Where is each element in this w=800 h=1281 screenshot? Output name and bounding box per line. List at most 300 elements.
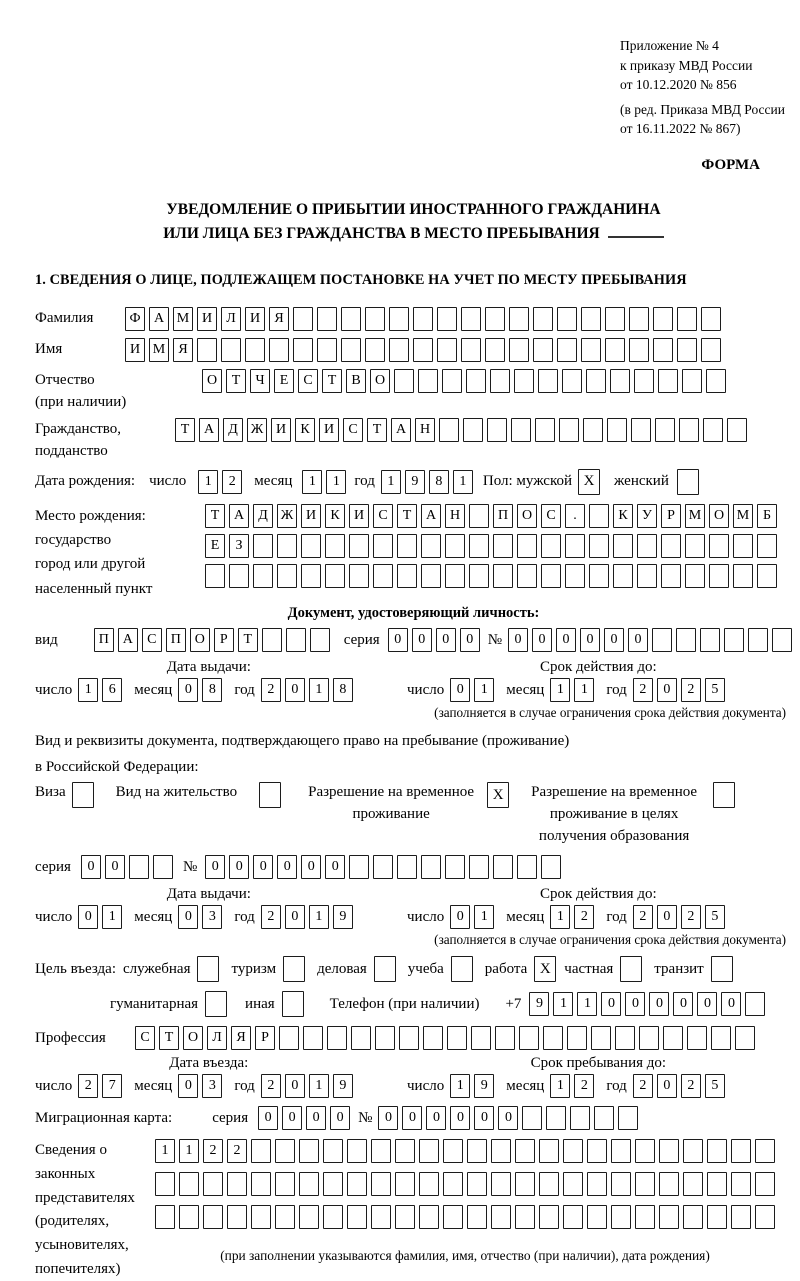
char-box[interactable]: 9	[529, 992, 549, 1016]
char-box[interactable]	[443, 1172, 463, 1196]
char-box[interactable]	[299, 1139, 319, 1163]
char-box[interactable]: Я	[269, 307, 289, 331]
char-box[interactable]: Ф	[125, 307, 145, 331]
char-box[interactable]	[203, 1205, 223, 1229]
char-box[interactable]	[275, 1172, 295, 1196]
char-box[interactable]: Д	[253, 504, 273, 528]
char-box[interactable]	[375, 1026, 395, 1050]
char-box[interactable]: 9	[405, 470, 425, 494]
char-box[interactable]: 2	[633, 905, 653, 929]
char-box[interactable]	[493, 534, 513, 558]
char-box[interactable]: 0	[649, 992, 669, 1016]
char-box[interactable]: X	[534, 956, 556, 982]
char-box[interactable]	[713, 782, 735, 808]
char-box[interactable]	[310, 628, 330, 652]
char-box[interactable]	[299, 1205, 319, 1229]
char-box[interactable]: П	[94, 628, 114, 652]
char-box[interactable]	[325, 564, 345, 588]
char-box[interactable]	[629, 307, 649, 331]
char-box[interactable]: И	[245, 307, 265, 331]
char-box[interactable]	[466, 369, 486, 393]
char-box[interactable]	[397, 855, 417, 879]
char-box[interactable]: 0	[388, 628, 408, 652]
char-box[interactable]	[605, 338, 625, 362]
char-box[interactable]	[709, 534, 729, 558]
char-box[interactable]: 2	[78, 1074, 98, 1098]
char-box[interactable]	[467, 1205, 487, 1229]
char-box[interactable]: Т	[322, 369, 342, 393]
char-box[interactable]	[245, 338, 265, 362]
char-box[interactable]	[711, 956, 733, 982]
char-box[interactable]: П	[493, 504, 513, 528]
char-box[interactable]	[683, 1172, 703, 1196]
char-box[interactable]	[153, 855, 173, 879]
char-box[interactable]: 1	[309, 1074, 329, 1098]
char-box[interactable]: 0	[285, 678, 305, 702]
char-box[interactable]	[293, 338, 313, 362]
char-box[interactable]	[589, 504, 609, 528]
char-box[interactable]	[687, 1026, 707, 1050]
char-box[interactable]: 7	[102, 1074, 122, 1098]
char-box[interactable]	[317, 307, 337, 331]
char-box[interactable]	[467, 1139, 487, 1163]
char-box[interactable]: О	[190, 628, 210, 652]
char-box[interactable]	[587, 1205, 607, 1229]
char-box[interactable]: А	[149, 307, 169, 331]
char-box[interactable]	[421, 564, 441, 588]
char-box[interactable]	[442, 369, 462, 393]
char-box[interactable]	[395, 1205, 415, 1229]
char-box[interactable]: 1	[302, 470, 322, 494]
char-box[interactable]: 0	[306, 1106, 326, 1130]
char-box[interactable]	[413, 307, 433, 331]
char-box[interactable]: С	[343, 418, 363, 442]
char-box[interactable]	[679, 418, 699, 442]
char-box[interactable]: 0	[282, 1106, 302, 1130]
char-box[interactable]: 1	[102, 905, 122, 929]
char-box[interactable]	[594, 1106, 614, 1130]
char-box[interactable]	[583, 418, 603, 442]
char-box[interactable]	[639, 1026, 659, 1050]
char-box[interactable]	[227, 1205, 247, 1229]
char-box[interactable]: 0	[105, 855, 125, 879]
char-box[interactable]: 9	[333, 905, 353, 929]
char-box[interactable]: X	[487, 782, 509, 808]
char-box[interactable]: О	[202, 369, 222, 393]
char-box[interactable]: 0	[253, 855, 273, 879]
char-box[interactable]	[682, 369, 702, 393]
char-box[interactable]	[445, 564, 465, 588]
char-box[interactable]: .	[565, 504, 585, 528]
char-box[interactable]	[286, 628, 306, 652]
char-box[interactable]: М	[685, 504, 705, 528]
char-box[interactable]	[517, 534, 537, 558]
char-box[interactable]	[539, 1205, 559, 1229]
char-box[interactable]	[205, 991, 227, 1017]
char-box[interactable]: 2	[261, 1074, 281, 1098]
char-box[interactable]: М	[733, 504, 753, 528]
char-box[interactable]	[397, 564, 417, 588]
char-box[interactable]	[493, 855, 513, 879]
char-box[interactable]	[327, 1026, 347, 1050]
char-box[interactable]	[707, 1205, 727, 1229]
char-box[interactable]	[733, 534, 753, 558]
char-box[interactable]: И	[271, 418, 291, 442]
char-box[interactable]: 0	[285, 905, 305, 929]
char-box[interactable]	[197, 956, 219, 982]
char-box[interactable]: 5	[705, 905, 725, 929]
char-box[interactable]	[663, 1026, 683, 1050]
char-box[interactable]	[371, 1172, 391, 1196]
char-box[interactable]	[277, 564, 297, 588]
char-box[interactable]: 2	[681, 678, 701, 702]
char-box[interactable]: 0	[474, 1106, 494, 1130]
char-box[interactable]: М	[149, 338, 169, 362]
char-box[interactable]: 2	[574, 905, 594, 929]
char-box[interactable]	[772, 628, 792, 652]
char-box[interactable]	[303, 1026, 323, 1050]
char-box[interactable]	[515, 1172, 535, 1196]
char-box[interactable]: И	[125, 338, 145, 362]
char-box[interactable]	[397, 534, 417, 558]
char-box[interactable]	[463, 418, 483, 442]
char-box[interactable]	[539, 1139, 559, 1163]
char-box[interactable]: 0	[178, 1074, 198, 1098]
char-box[interactable]	[677, 469, 699, 495]
char-box[interactable]	[541, 534, 561, 558]
char-box[interactable]	[586, 369, 606, 393]
char-box[interactable]: 0	[625, 992, 645, 1016]
char-box[interactable]	[323, 1172, 343, 1196]
char-box[interactable]	[629, 338, 649, 362]
char-box[interactable]	[371, 1139, 391, 1163]
char-box[interactable]: 0	[657, 1074, 677, 1098]
char-box[interactable]: 2	[261, 905, 281, 929]
char-box[interactable]	[445, 855, 465, 879]
char-box[interactable]	[445, 534, 465, 558]
char-box[interactable]	[677, 307, 697, 331]
char-box[interactable]	[706, 369, 726, 393]
char-box[interactable]	[279, 1026, 299, 1050]
char-box[interactable]	[447, 1026, 467, 1050]
char-box[interactable]	[485, 338, 505, 362]
char-box[interactable]: 1	[550, 678, 570, 702]
char-box[interactable]	[437, 338, 457, 362]
char-box[interactable]: Ж	[247, 418, 267, 442]
char-box[interactable]	[373, 534, 393, 558]
char-box[interactable]: 0	[378, 1106, 398, 1130]
char-box[interactable]: 0	[402, 1106, 422, 1130]
char-box[interactable]: 1	[577, 992, 597, 1016]
char-box[interactable]: 0	[285, 1074, 305, 1098]
char-box[interactable]: 1	[453, 470, 473, 494]
char-box[interactable]	[251, 1139, 271, 1163]
char-box[interactable]	[659, 1205, 679, 1229]
char-box[interactable]	[389, 338, 409, 362]
char-box[interactable]: 2	[222, 470, 242, 494]
char-box[interactable]	[251, 1172, 271, 1196]
char-box[interactable]: 0	[697, 992, 717, 1016]
char-box[interactable]: 2	[227, 1139, 247, 1163]
char-box[interactable]	[371, 1205, 391, 1229]
char-box[interactable]	[557, 307, 577, 331]
char-box[interactable]: 3	[202, 1074, 222, 1098]
char-box[interactable]	[615, 1026, 635, 1050]
char-box[interactable]: С	[142, 628, 162, 652]
char-box[interactable]: 0	[325, 855, 345, 879]
char-box[interactable]: 0	[178, 678, 198, 702]
char-box[interactable]	[419, 1205, 439, 1229]
char-box[interactable]	[485, 307, 505, 331]
char-box[interactable]: Б	[757, 504, 777, 528]
char-box[interactable]: С	[373, 504, 393, 528]
char-box[interactable]	[389, 307, 409, 331]
char-box[interactable]	[613, 564, 633, 588]
char-box[interactable]	[591, 1026, 611, 1050]
char-box[interactable]	[567, 1026, 587, 1050]
char-box[interactable]: 1	[474, 678, 494, 702]
char-box[interactable]: 0	[580, 628, 600, 652]
char-box[interactable]	[755, 1172, 775, 1196]
char-box[interactable]: Я	[231, 1026, 251, 1050]
char-box[interactable]	[515, 1139, 535, 1163]
char-box[interactable]: 6	[102, 678, 122, 702]
char-box[interactable]: 0	[178, 905, 198, 929]
char-box[interactable]	[709, 564, 729, 588]
char-box[interactable]	[683, 1205, 703, 1229]
char-box[interactable]	[727, 418, 747, 442]
char-box[interactable]	[72, 782, 94, 808]
char-box[interactable]: 0	[205, 855, 225, 879]
char-box[interactable]	[620, 956, 642, 982]
char-box[interactable]	[495, 1026, 515, 1050]
char-box[interactable]	[419, 1139, 439, 1163]
char-box[interactable]: 0	[330, 1106, 350, 1130]
char-box[interactable]: 2	[681, 1074, 701, 1098]
char-box[interactable]: К	[325, 504, 345, 528]
char-box[interactable]: 0	[657, 678, 677, 702]
char-box[interactable]	[155, 1172, 175, 1196]
char-box[interactable]	[341, 338, 361, 362]
char-box[interactable]	[559, 418, 579, 442]
char-box[interactable]	[557, 338, 577, 362]
char-box[interactable]	[731, 1172, 751, 1196]
char-box[interactable]	[394, 369, 414, 393]
char-box[interactable]	[661, 534, 681, 558]
char-box[interactable]: Н	[415, 418, 435, 442]
char-box[interactable]: Р	[255, 1026, 275, 1050]
char-box[interactable]: К	[295, 418, 315, 442]
char-box[interactable]: 0	[426, 1106, 446, 1130]
char-box[interactable]	[262, 628, 282, 652]
char-box[interactable]	[323, 1205, 343, 1229]
char-box[interactable]	[581, 338, 601, 362]
char-box[interactable]	[293, 307, 313, 331]
char-box[interactable]: Т	[205, 504, 225, 528]
char-box[interactable]	[418, 369, 438, 393]
char-box[interactable]	[565, 534, 585, 558]
char-box[interactable]	[570, 1106, 590, 1130]
char-box[interactable]: 1	[155, 1139, 175, 1163]
char-box[interactable]	[581, 307, 601, 331]
char-box[interactable]	[677, 338, 697, 362]
char-box[interactable]: 1	[450, 1074, 470, 1098]
char-box[interactable]	[635, 1172, 655, 1196]
char-box[interactable]	[731, 1139, 751, 1163]
char-box[interactable]: 0	[450, 1106, 470, 1130]
char-box[interactable]: 1	[309, 678, 329, 702]
char-box[interactable]	[461, 338, 481, 362]
char-box[interactable]	[374, 956, 396, 982]
char-box[interactable]	[349, 855, 369, 879]
char-box[interactable]	[467, 1172, 487, 1196]
char-box[interactable]: С	[298, 369, 318, 393]
char-box[interactable]: О	[370, 369, 390, 393]
char-box[interactable]	[711, 1026, 731, 1050]
char-box[interactable]: 2	[261, 678, 281, 702]
char-box[interactable]	[563, 1139, 583, 1163]
char-box[interactable]: Я	[173, 338, 193, 362]
char-box[interactable]: Т	[226, 369, 246, 393]
char-box[interactable]: Р	[661, 504, 681, 528]
char-box[interactable]: 0	[412, 628, 432, 652]
char-box[interactable]	[491, 1172, 511, 1196]
char-box[interactable]	[365, 338, 385, 362]
char-box[interactable]	[685, 564, 705, 588]
char-box[interactable]: 2	[633, 678, 653, 702]
char-box[interactable]	[469, 855, 489, 879]
char-box[interactable]: А	[199, 418, 219, 442]
char-box[interactable]	[748, 628, 768, 652]
char-box[interactable]: 1	[381, 470, 401, 494]
char-box[interactable]	[613, 534, 633, 558]
char-box[interactable]	[275, 1205, 295, 1229]
char-box[interactable]: 0	[601, 992, 621, 1016]
char-box[interactable]	[197, 338, 217, 362]
char-box[interactable]: 1	[574, 678, 594, 702]
char-box[interactable]: 0	[498, 1106, 518, 1130]
char-box[interactable]	[701, 338, 721, 362]
char-box[interactable]	[700, 628, 720, 652]
char-box[interactable]: 0	[301, 855, 321, 879]
char-box[interactable]	[541, 855, 561, 879]
char-box[interactable]	[323, 1139, 343, 1163]
char-box[interactable]	[461, 307, 481, 331]
char-box[interactable]	[653, 338, 673, 362]
char-box[interactable]	[349, 534, 369, 558]
char-box[interactable]	[317, 338, 337, 362]
char-box[interactable]	[373, 564, 393, 588]
char-box[interactable]: 0	[721, 992, 741, 1016]
char-box[interactable]	[282, 991, 304, 1017]
char-box[interactable]	[541, 564, 561, 588]
char-box[interactable]	[701, 307, 721, 331]
char-box[interactable]: О	[517, 504, 537, 528]
char-box[interactable]	[423, 1026, 443, 1050]
char-box[interactable]: 1	[179, 1139, 199, 1163]
char-box[interactable]	[469, 504, 489, 528]
char-box[interactable]	[652, 628, 672, 652]
char-box[interactable]	[487, 418, 507, 442]
char-box[interactable]	[490, 369, 510, 393]
char-box[interactable]: Е	[274, 369, 294, 393]
char-box[interactable]	[437, 307, 457, 331]
char-box[interactable]	[611, 1139, 631, 1163]
char-box[interactable]: 8	[429, 470, 449, 494]
char-box[interactable]: Е	[205, 534, 225, 558]
char-box[interactable]	[395, 1172, 415, 1196]
char-box[interactable]: 5	[705, 1074, 725, 1098]
char-box[interactable]	[685, 534, 705, 558]
char-box[interactable]	[511, 418, 531, 442]
char-box[interactable]: 2	[633, 1074, 653, 1098]
char-box[interactable]: 1	[198, 470, 218, 494]
char-box[interactable]	[203, 1172, 223, 1196]
char-box[interactable]	[517, 855, 537, 879]
char-box[interactable]	[179, 1172, 199, 1196]
char-box[interactable]	[269, 338, 289, 362]
char-box[interactable]	[563, 1205, 583, 1229]
char-box[interactable]: О	[183, 1026, 203, 1050]
char-box[interactable]	[637, 534, 657, 558]
char-box[interactable]	[515, 1205, 535, 1229]
char-box[interactable]: А	[229, 504, 249, 528]
char-box[interactable]	[349, 564, 369, 588]
char-box[interactable]	[703, 418, 723, 442]
char-box[interactable]	[587, 1172, 607, 1196]
char-box[interactable]	[251, 1205, 271, 1229]
char-box[interactable]	[451, 956, 473, 982]
char-box[interactable]	[399, 1026, 419, 1050]
char-box[interactable]	[676, 628, 696, 652]
char-box[interactable]: А	[421, 504, 441, 528]
char-box[interactable]: 2	[203, 1139, 223, 1163]
char-box[interactable]	[373, 855, 393, 879]
char-box[interactable]	[205, 564, 225, 588]
char-box[interactable]	[565, 564, 585, 588]
char-box[interactable]	[299, 1172, 319, 1196]
char-box[interactable]: И	[301, 504, 321, 528]
char-box[interactable]	[439, 418, 459, 442]
char-box[interactable]	[517, 564, 537, 588]
char-box[interactable]	[253, 564, 273, 588]
char-box[interactable]	[631, 418, 651, 442]
char-box[interactable]	[277, 534, 297, 558]
char-box[interactable]: Т	[159, 1026, 179, 1050]
char-box[interactable]	[659, 1172, 679, 1196]
char-box[interactable]: Т	[238, 628, 258, 652]
char-box[interactable]	[755, 1205, 775, 1229]
char-box[interactable]	[275, 1139, 295, 1163]
char-box[interactable]	[365, 307, 385, 331]
char-box[interactable]	[221, 338, 241, 362]
char-box[interactable]: 9	[474, 1074, 494, 1098]
char-box[interactable]: 0	[81, 855, 101, 879]
char-box[interactable]: 1	[553, 992, 573, 1016]
char-box[interactable]	[755, 1139, 775, 1163]
char-box[interactable]	[469, 564, 489, 588]
char-box[interactable]	[129, 855, 149, 879]
char-box[interactable]	[707, 1139, 727, 1163]
char-box[interactable]	[655, 418, 675, 442]
char-box[interactable]: Н	[445, 504, 465, 528]
char-box[interactable]: А	[118, 628, 138, 652]
char-box[interactable]: 8	[333, 678, 353, 702]
char-box[interactable]: 1	[326, 470, 346, 494]
char-box[interactable]	[347, 1172, 367, 1196]
char-box[interactable]	[546, 1106, 566, 1130]
char-box[interactable]: К	[613, 504, 633, 528]
